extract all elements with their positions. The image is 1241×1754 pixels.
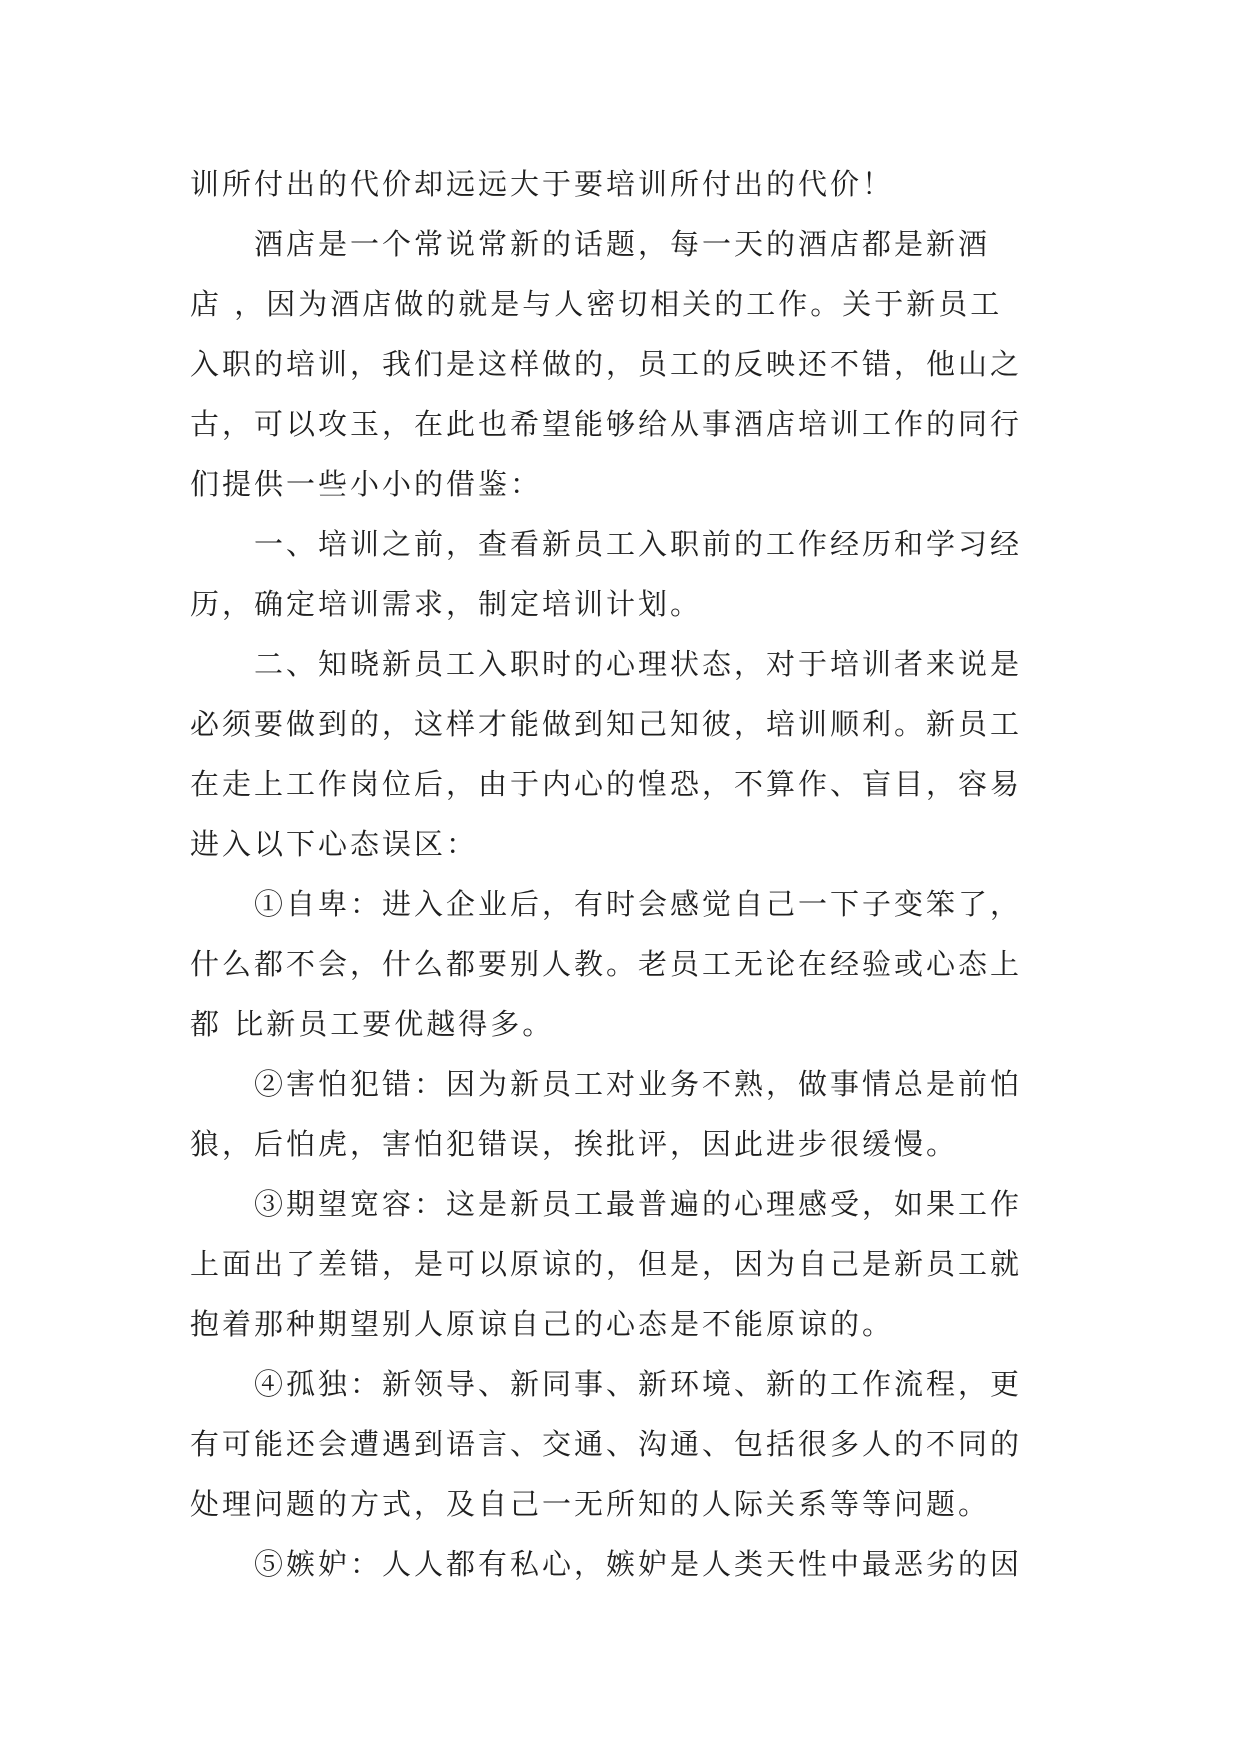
text-line: ④孤独：新领导、新同事、新环境、新的工作流程，更 [254, 1367, 1023, 1401]
text-line: 历，确定培训需求，制定培训计划。 [190, 587, 703, 621]
document-body [190, 154, 1070, 1594]
text-line: 进入以下心态误区： [190, 827, 479, 861]
text-line: 有可能还会遭遇到语言、交通、沟通、包括很多人的不同的 [190, 1427, 1023, 1461]
text-line: 二、知晓新员工入职时的心理状态，对于培训者来说是 [254, 647, 1023, 681]
text-line: 们提供一些小小的借鉴： [190, 467, 543, 501]
text-line: 古，可以攻玉，在此也希望能够给从事酒店培训工作的同行 [190, 407, 1023, 441]
text-line: ⑤嫉妒：人人都有私心，嫉妒是人类天性中最恶劣的因 [254, 1547, 1023, 1581]
text-line: 必须要做到的，这样才能做到知己知彼，培训顺利。新员工 [190, 707, 1023, 741]
text-line: 什么都不会，什么都要别人教。老员工无论在经验或心态上 [190, 947, 1023, 981]
text-line: 都 比新员工要优越得多。 [190, 1007, 555, 1041]
text-line: 处理问题的方式，及自己一无所知的人际关系等等问题。 [190, 1487, 991, 1521]
text-line: 一、培训之前，查看新员工入职前的工作经历和学习经 [254, 527, 1023, 561]
text-line: 抱着那种期望别人原谅自己的心态是不能原谅的。 [190, 1307, 895, 1341]
text-line: 在走上工作岗位后，由于内心的惶恐，不算作、盲目，容易 [190, 767, 1023, 801]
text-line: 上面出了差错，是可以原谅的，但是，因为自己是新员工就 [190, 1247, 1023, 1281]
text-line: 入职的培训，我们是这样做的，员工的反映还不错，他山之 [190, 347, 1023, 381]
text-line: 店 ，因为酒店做的就是与人密切相关的工作。关于新员工 [190, 287, 1003, 321]
text-line: ②害怕犯错：因为新员工对业务不熟，做事情总是前怕 [254, 1067, 1023, 1101]
text-line: ①自卑：进入企业后，有时会感觉自己一下子变笨了， [254, 887, 1023, 921]
text-line: ③期望宽容：这是新员工最普遍的心理感受，如果工作 [254, 1187, 1023, 1221]
text-line: 训所付出的代价却远远大于要培训所付出的代价！ [190, 167, 895, 201]
text-line: 狼，后怕虎，害怕犯错误，挨批评，因此进步很缓慢。 [190, 1127, 959, 1161]
text-line: 酒店是一个常说常新的话题，每一天的酒店都是新酒 [254, 227, 991, 261]
